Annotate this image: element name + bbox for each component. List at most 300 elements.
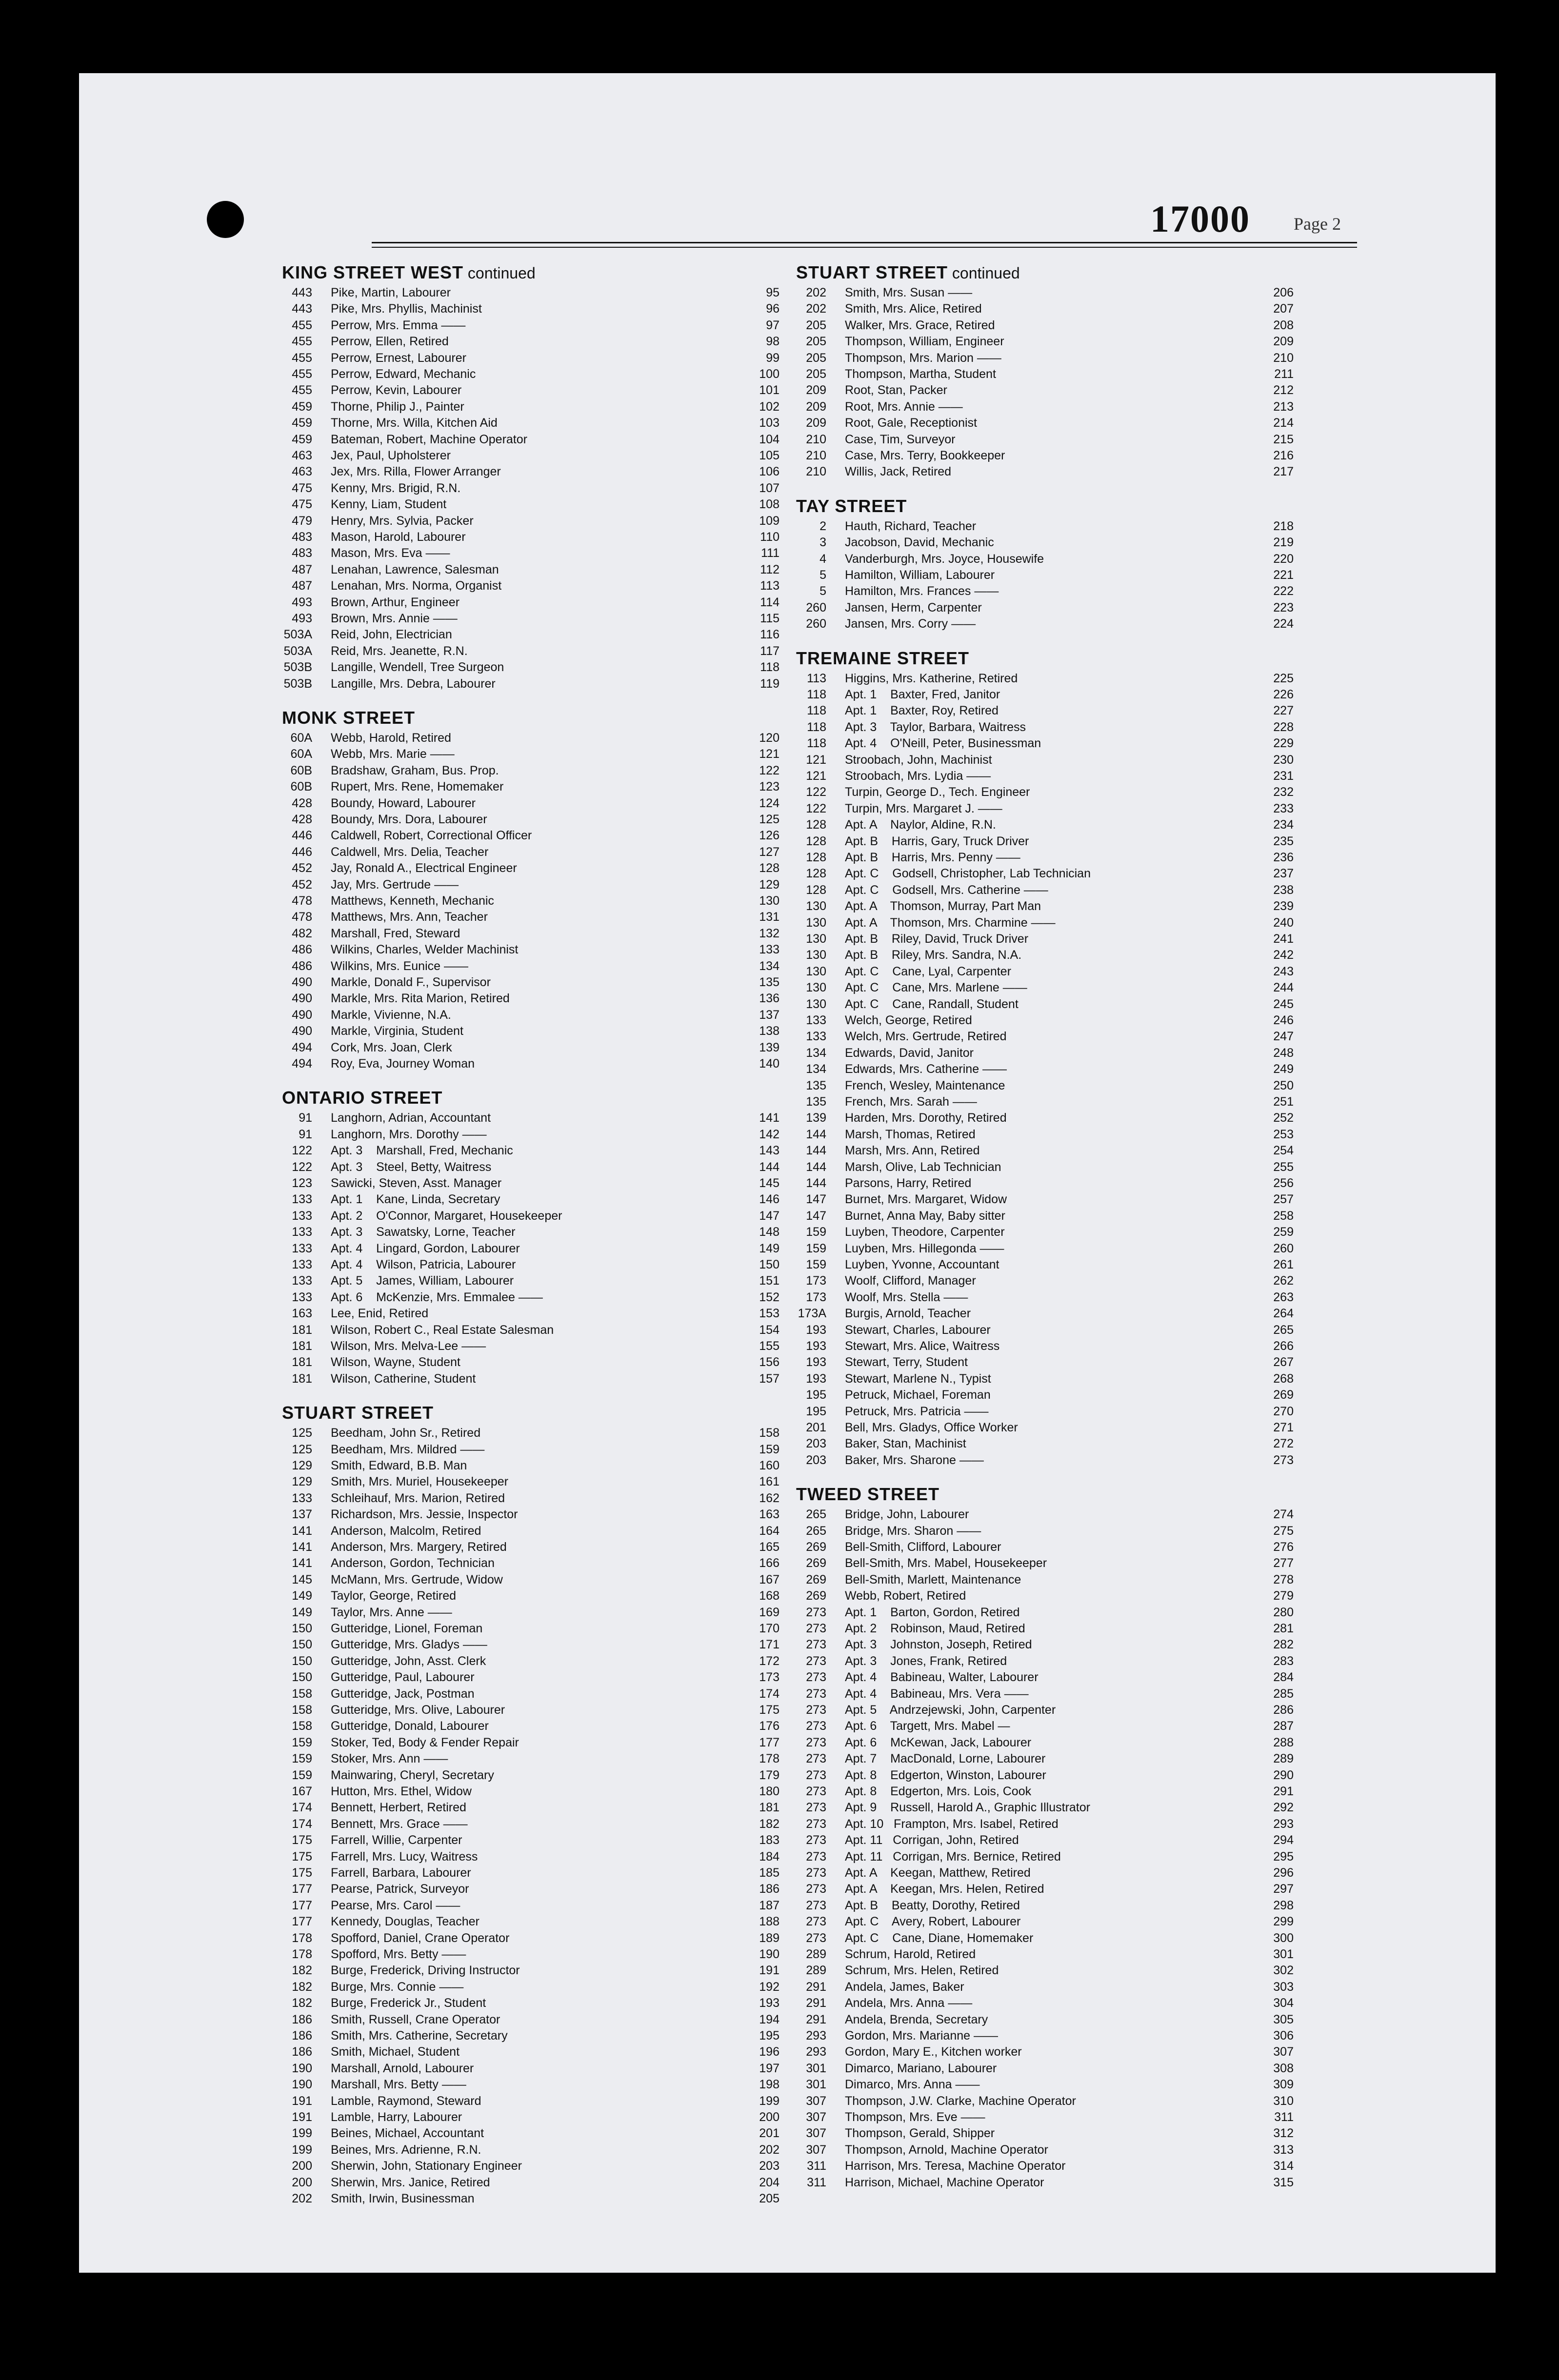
directory-entry (282, 383, 780, 400)
directory-entry (282, 910, 780, 927)
entry-index: 102 (759, 399, 780, 414)
directory-entry (282, 644, 780, 661)
entry-index: 161 (759, 1475, 780, 1489)
house-number: 60A (290, 731, 312, 745)
entry-index: 228 (1273, 720, 1294, 734)
resident-info: Thompson, Mrs. Marion —— (845, 351, 1001, 365)
resident-info: Sherwin, Mrs. Janice, Retired (331, 2175, 490, 2189)
entry-index: 258 (1273, 1209, 1294, 1223)
house-number: 446 (292, 845, 312, 859)
punch-hole (207, 201, 244, 238)
resident-info: Vanderburgh, Mrs. Joyce, Housewife (845, 552, 1044, 566)
resident-info: Reid, Mrs. Jeanette, R.N. (331, 644, 468, 658)
resident-info: Sherwin, John, Stationary Engineer (331, 2159, 522, 2173)
directory-entry (796, 1209, 1294, 1226)
entry-index: 210 (1273, 351, 1294, 365)
house-number: 428 (292, 796, 312, 810)
house-number: 463 (292, 449, 312, 462)
entry-index: 229 (1273, 736, 1294, 751)
house-number: 186 (292, 2045, 312, 2059)
resident-info: Luyben, Theodore, Carpenter (845, 1225, 1005, 1239)
entry-index: 304 (1273, 1996, 1294, 2010)
house-number: 291 (806, 1980, 826, 1994)
house-number: 455 (292, 383, 312, 397)
resident-info: Anderson, Malcolm, Retired (331, 1524, 481, 1538)
directory-entry (282, 2143, 780, 2160)
directory-entry (796, 1703, 1294, 1720)
resident-info: Woolf, Clifford, Manager (845, 1274, 976, 1288)
entry-index: 154 (759, 1323, 780, 1337)
entry-index: 308 (1273, 2061, 1294, 2075)
entry-index: 209 (1273, 335, 1294, 349)
entry-index: 237 (1273, 867, 1294, 881)
entry-index: 162 (759, 1491, 780, 1505)
directory-entry (796, 465, 1294, 481)
entry-index: 177 (759, 1735, 780, 1749)
house-number: 494 (292, 1040, 312, 1054)
house-number: 487 (292, 562, 312, 576)
house-number: 182 (292, 1996, 312, 2010)
directory-entry (796, 851, 1294, 867)
resident-info: Apt. 2 O'Connor, Margaret, Housekeeper (331, 1209, 562, 1223)
resident-info: Gutteridge, Lionel, Foreman (331, 1622, 483, 1635)
house-number: 144 (806, 1127, 826, 1141)
directory-entry (796, 1030, 1294, 1046)
entry-index: 155 (759, 1339, 780, 1353)
house-number: 167 (292, 1785, 312, 1798)
entry-index: 185 (759, 1866, 780, 1880)
house-number: 175 (292, 1849, 312, 1864)
resident-info: Apt. 1 Kane, Linda, Secretary (331, 1192, 500, 1207)
house-number: 122 (806, 801, 826, 815)
resident-info: Apt. 10 Frampton, Mrs. Isabel, Retired (845, 1817, 1059, 1831)
entry-index: 163 (759, 1507, 780, 1522)
entry-index: 160 (759, 1459, 780, 1472)
entry-index: 132 (759, 926, 780, 940)
house-number: 201 (806, 1421, 826, 1434)
entry-index: 215 (1273, 432, 1294, 446)
house-number: 177 (292, 1915, 312, 1929)
entry-index: 298 (1273, 1898, 1294, 1912)
resident-info: Apt. A Thomson, Murray, Part Man (845, 899, 1041, 913)
house-number: 122 (292, 1144, 312, 1158)
resident-info: Turpin, George D., Tech. Engineer (845, 785, 1030, 799)
resident-info: Caldwell, Mrs. Delia, Teacher (331, 845, 489, 859)
directory-entry (282, 1540, 780, 1557)
directory-entry (282, 1703, 780, 1720)
directory-entry (282, 1687, 780, 1704)
house-number: 273 (806, 1817, 826, 1831)
directory-entry (282, 1670, 780, 1687)
house-number: 91 (299, 1111, 312, 1125)
resident-info: Stoker, Mrs. Ann —— (331, 1752, 448, 1766)
directory-entry (282, 1209, 780, 1226)
house-number: 133 (806, 1013, 826, 1027)
house-number: 121 (806, 769, 826, 783)
street-heading (796, 648, 969, 669)
directory-entry (282, 351, 780, 368)
house-number: 479 (292, 514, 312, 528)
house-number: 205 (806, 318, 826, 332)
resident-info: Root, Mrs. Annie —— (845, 399, 963, 414)
house-number: 91 (299, 1127, 312, 1141)
house-number: 486 (292, 959, 312, 973)
entry-index: 138 (759, 1024, 780, 1038)
entry-index: 183 (759, 1833, 780, 1847)
house-number: 195 (806, 1404, 826, 1418)
house-number: 273 (806, 1638, 826, 1652)
resident-info: Langhorn, Mrs. Dorothy —— (331, 1127, 487, 1141)
resident-info: Perrow, Ellen, Retired (331, 335, 449, 349)
entry-index: 204 (759, 2175, 780, 2189)
resident-info: Apt. 2 Robinson, Maud, Retired (845, 1622, 1025, 1635)
house-number: 273 (806, 1849, 826, 1864)
directory-entry (796, 867, 1294, 883)
entry-index: 111 (760, 546, 780, 560)
house-number: 174 (292, 1817, 312, 1831)
entry-index: 222 (1273, 584, 1294, 598)
entry-index: 201 (759, 2126, 780, 2141)
entry-index: 112 (760, 562, 780, 576)
house-number: 193 (806, 1371, 826, 1386)
resident-info: Jay, Mrs. Gertrude —— (331, 877, 459, 892)
resident-info: Apt. 6 Targett, Mrs. Mabel — (845, 1719, 1010, 1733)
resident-info: French, Wesley, Maintenance (845, 1078, 1005, 1092)
directory-entry (796, 818, 1294, 834)
resident-info: Apt. C Cane, Diane, Homemaker (845, 1931, 1034, 1945)
house-number: 141 (292, 1540, 312, 1554)
entry-index: 176 (759, 1719, 780, 1733)
house-number: 122 (806, 785, 826, 799)
entry-index: 136 (759, 992, 780, 1006)
entry-index: 281 (1273, 1622, 1294, 1635)
resident-info: Apt. 11 Corrigan, Mrs. Bernice, Retired (845, 1849, 1061, 1864)
directory-entry (282, 1111, 780, 1128)
entry-index: 235 (1273, 834, 1294, 848)
entry-index: 95 (766, 286, 780, 299)
house-number: 273 (806, 1719, 826, 1733)
resident-info: Mainwaring, Cheryl, Secretary (331, 1768, 494, 1782)
directory-entry (796, 1339, 1294, 1356)
directory-entry (282, 943, 780, 959)
directory-entry (282, 563, 780, 579)
directory-entry (282, 1290, 780, 1307)
house-number: 191 (292, 2094, 312, 2108)
entry-index: 292 (1273, 1801, 1294, 1815)
directory-entry (282, 829, 780, 845)
entry-index: 280 (1273, 1605, 1294, 1619)
resident-info: Willis, Jack, Retired (845, 465, 952, 479)
directory-entry (282, 1443, 780, 1459)
resident-info: Baker, Mrs. Sharone —— (845, 1453, 984, 1467)
street-name: TWEED STREET (796, 1484, 940, 1505)
directory-entry (796, 552, 1294, 569)
entry-index: 127 (759, 845, 780, 859)
house-number: 455 (292, 351, 312, 365)
entry-index: 247 (1273, 1030, 1294, 1044)
house-number: 134 (806, 1046, 826, 1060)
house-number: 478 (292, 910, 312, 924)
resident-info: Marsh, Thomas, Retired (845, 1127, 976, 1141)
directory-entry (282, 894, 780, 911)
resident-info: Luyben, Yvonne, Accountant (845, 1258, 999, 1271)
directory-entry (282, 628, 780, 644)
resident-info: Burge, Frederick, Driving Instructor (331, 1964, 520, 1978)
house-number: 455 (292, 318, 312, 332)
directory-entry (796, 932, 1294, 949)
directory-entry (796, 2013, 1294, 2029)
house-number: 269 (806, 1540, 826, 1554)
house-number: 260 (806, 600, 826, 615)
directory-entry (796, 1687, 1294, 1704)
house-number: 493 (292, 612, 312, 625)
resident-info: Sawicki, Steven, Asst. Manager (331, 1176, 502, 1190)
resident-info: Boundy, Mrs. Dora, Labourer (331, 813, 487, 826)
resident-info: Schrum, Mrs. Helen, Retired (845, 1964, 999, 1978)
directory-entry (796, 802, 1294, 818)
house-number: 311 (807, 2175, 826, 2189)
entry-index: 233 (1273, 801, 1294, 815)
resident-info: Farrell, Willie, Carpenter (331, 1833, 462, 1847)
street-name: STUART STREET (796, 262, 948, 282)
directory-entry (796, 1654, 1294, 1671)
directory-entry (796, 1980, 1294, 1997)
entry-index: 301 (1273, 1947, 1294, 1961)
entry-index: 273 (1273, 1453, 1294, 1467)
directory-entry (282, 1225, 780, 1242)
directory-entry (282, 1372, 780, 1388)
house-number: 301 (806, 2061, 826, 2075)
resident-info: Markle, Donald F., Supervisor (331, 975, 491, 989)
directory-entry (282, 530, 780, 547)
entry-index: 105 (759, 449, 780, 462)
resident-info: Cork, Mrs. Joan, Clerk (331, 1040, 452, 1054)
house-number: 459 (292, 399, 312, 414)
resident-info: Wilkins, Charles, Welder Machinist (331, 943, 519, 957)
entry-index: 218 (1273, 519, 1294, 533)
resident-info: Harrison, Michael, Machine Operator (845, 2175, 1044, 2189)
directory-entry (796, 1589, 1294, 1606)
street-name: MONK STREET (282, 708, 416, 728)
directory-entry (796, 1833, 1294, 1850)
directory-entry (282, 302, 780, 318)
resident-info: Richardson, Mrs. Jessie, Inspector (331, 1507, 518, 1522)
house-number: 129 (292, 1475, 312, 1489)
directory-entry (282, 1801, 780, 1817)
entry-index: 238 (1273, 883, 1294, 897)
entry-index: 192 (759, 1980, 780, 1994)
house-number: 177 (292, 1898, 312, 1912)
resident-info: Burnet, Anna May, Baby sitter (845, 1209, 1005, 1223)
directory-entry (282, 731, 780, 748)
house-number: 273 (806, 1686, 826, 1701)
directory-entry (282, 1024, 780, 1041)
entry-index: 191 (759, 1964, 780, 1978)
entry-index: 195 (759, 2029, 780, 2043)
house-number: 3 (819, 536, 826, 550)
house-number: 130 (806, 964, 826, 978)
entry-index: 266 (1273, 1339, 1294, 1353)
directory-entry (282, 1947, 780, 1964)
entry-index: 257 (1273, 1192, 1294, 1207)
house-number: 503B (283, 676, 312, 691)
directory-entry (282, 1785, 780, 1801)
house-number: 173 (806, 1290, 826, 1304)
resident-info: Thompson, William, Engineer (845, 335, 1004, 349)
entry-index: 126 (759, 829, 780, 843)
entry-index: 125 (759, 813, 780, 826)
house-number: 273 (806, 1882, 826, 1896)
directory-entry (796, 1453, 1294, 1470)
house-number: 159 (292, 1768, 312, 1782)
house-number: 273 (806, 1833, 826, 1847)
resident-info: Smith, Russell, Crane Operator (331, 2012, 500, 2026)
directory-entry (796, 1111, 1294, 1128)
resident-info: Webb, Harold, Retired (331, 731, 451, 745)
house-number: 173A (798, 1307, 826, 1321)
entry-index: 297 (1273, 1882, 1294, 1896)
directory-entry (796, 1866, 1294, 1883)
resident-info: Stroobach, John, Machinist (845, 753, 992, 767)
entry-index: 206 (1273, 286, 1294, 299)
directory-entry (796, 1421, 1294, 1437)
resident-info: Case, Mrs. Terry, Bookkeeper (845, 449, 1005, 462)
resident-info: Bennett, Herbert, Retired (331, 1801, 466, 1815)
directory-entry (282, 1307, 780, 1323)
resident-info: Apt. 4 Lingard, Gordon, Labourer (331, 1241, 520, 1255)
house-number: 202 (806, 302, 826, 316)
house-number: 118 (807, 720, 826, 734)
directory-entry (282, 1899, 780, 1915)
entry-index: 250 (1273, 1078, 1294, 1092)
resident-info: Bennett, Mrs. Grace —— (331, 1817, 468, 1831)
house-number: 130 (806, 981, 826, 995)
entry-index: 255 (1273, 1160, 1294, 1174)
directory-entry (282, 1573, 780, 1589)
entry-index: 244 (1273, 981, 1294, 995)
house-number: 159 (806, 1258, 826, 1271)
page-label: Page 2 (1294, 214, 1341, 234)
entry-index: 234 (1273, 818, 1294, 832)
resident-info: Dimarco, Mariano, Labourer (845, 2061, 997, 2075)
directory-entry (796, 1670, 1294, 1687)
directory-entry (282, 2159, 780, 2176)
house-number: 293 (806, 2029, 826, 2043)
house-number: 273 (806, 1915, 826, 1929)
directory-entry (796, 1095, 1294, 1111)
entry-index: 236 (1273, 851, 1294, 864)
directory-entry (796, 2110, 1294, 2127)
resident-info: Marshall, Mrs. Betty —— (331, 2078, 466, 2092)
entry-index: 113 (760, 579, 780, 593)
resident-info: Smith, Michael, Student (331, 2045, 460, 2059)
entry-index: 98 (766, 335, 780, 349)
house-number: 455 (292, 367, 312, 381)
entry-index: 300 (1273, 1931, 1294, 1945)
house-number: 503A (283, 628, 312, 642)
directory-entry (796, 1437, 1294, 1453)
entry-index: 212 (1273, 383, 1294, 397)
house-number: 2 (819, 519, 826, 533)
entry-index: 307 (1273, 2045, 1294, 2059)
entry-index: 143 (759, 1144, 780, 1158)
entry-index: 251 (1273, 1095, 1294, 1109)
directory-entry (282, 546, 780, 563)
directory-entry (282, 416, 780, 433)
resident-info: Apt. 3 Jones, Frank, Retired (845, 1654, 1007, 1668)
resident-info: Wilson, Mrs. Melva-Lee —— (331, 1339, 486, 1353)
resident-info: Jansen, Herm, Carpenter (845, 600, 982, 615)
directory-entry (282, 2029, 780, 2045)
house-number: 175 (292, 1833, 312, 1847)
directory-entry (282, 1622, 780, 1638)
resident-info: Bateman, Robert, Machine Operator (331, 432, 527, 446)
entry-index: 120 (759, 731, 780, 745)
house-number: 130 (806, 932, 826, 946)
house-number: 130 (806, 915, 826, 930)
resident-info: Bell, Mrs. Gladys, Office Worker (845, 1421, 1018, 1434)
directory-entry (796, 2176, 1294, 2192)
house-number: 133 (806, 1030, 826, 1044)
resident-info: Apt. 5 James, William, Labourer (331, 1274, 514, 1288)
street-name: KING STREET WEST (282, 262, 464, 282)
resident-info: Jex, Paul, Upholsterer (331, 449, 451, 462)
resident-info: Wilson, Catherine, Student (331, 1371, 476, 1386)
entry-index: 249 (1273, 1062, 1294, 1076)
directory-entry (796, 1931, 1294, 1948)
resident-info: Case, Tim, Surveyor (845, 432, 956, 446)
directory-entry (796, 1882, 1294, 1899)
directory-entry (796, 1372, 1294, 1388)
resident-info: Andela, Mrs. Anna —— (845, 1996, 973, 2010)
resident-info: Pearse, Mrs. Carol —— (331, 1898, 460, 1912)
resident-info: Apt. C Godsell, Mrs. Catherine —— (845, 883, 1048, 897)
resident-info: Mason, Mrs. Eva —— (331, 546, 450, 560)
entry-index: 159 (759, 1442, 780, 1456)
resident-info: Jacobson, David, Mechanic (845, 536, 994, 550)
house-number: 478 (292, 894, 312, 908)
resident-info: Thorne, Philip J., Painter (331, 399, 464, 414)
house-number: 178 (292, 1947, 312, 1961)
house-number: 150 (292, 1622, 312, 1635)
directory-entry (796, 302, 1294, 318)
house-number: 483 (292, 546, 312, 560)
directory-entry (282, 1491, 780, 1508)
entry-index: 151 (759, 1274, 780, 1288)
resident-info: Stewart, Charles, Labourer (845, 1323, 991, 1337)
resident-info: Stewart, Terry, Student (845, 1355, 968, 1369)
directory-entry (282, 2192, 780, 2208)
house-number: 273 (806, 1898, 826, 1912)
entry-index: 96 (766, 302, 780, 316)
resident-info: Langille, Wendell, Tree Surgeon (331, 660, 504, 674)
entry-index: 156 (759, 1355, 780, 1369)
resident-info: Smith, Mrs. Muriel, Housekeeper (331, 1475, 509, 1489)
entry-index: 221 (1273, 568, 1294, 582)
resident-info: Thompson, Martha, Student (845, 367, 996, 381)
directory-entry (796, 1606, 1294, 1622)
house-number: 134 (806, 1062, 826, 1076)
entry-index: 108 (759, 497, 780, 512)
house-number: 199 (292, 2142, 312, 2157)
directory-entry (796, 1192, 1294, 1209)
house-number: 159 (292, 1752, 312, 1766)
resident-info: Markle, Mrs. Rita Marion, Retired (331, 992, 510, 1006)
directory-entry (796, 1355, 1294, 1372)
house-number: 133 (292, 1290, 312, 1304)
directory-entry (282, 1258, 780, 1274)
resident-info: Gordon, Mrs. Marianne —— (845, 2029, 998, 2043)
